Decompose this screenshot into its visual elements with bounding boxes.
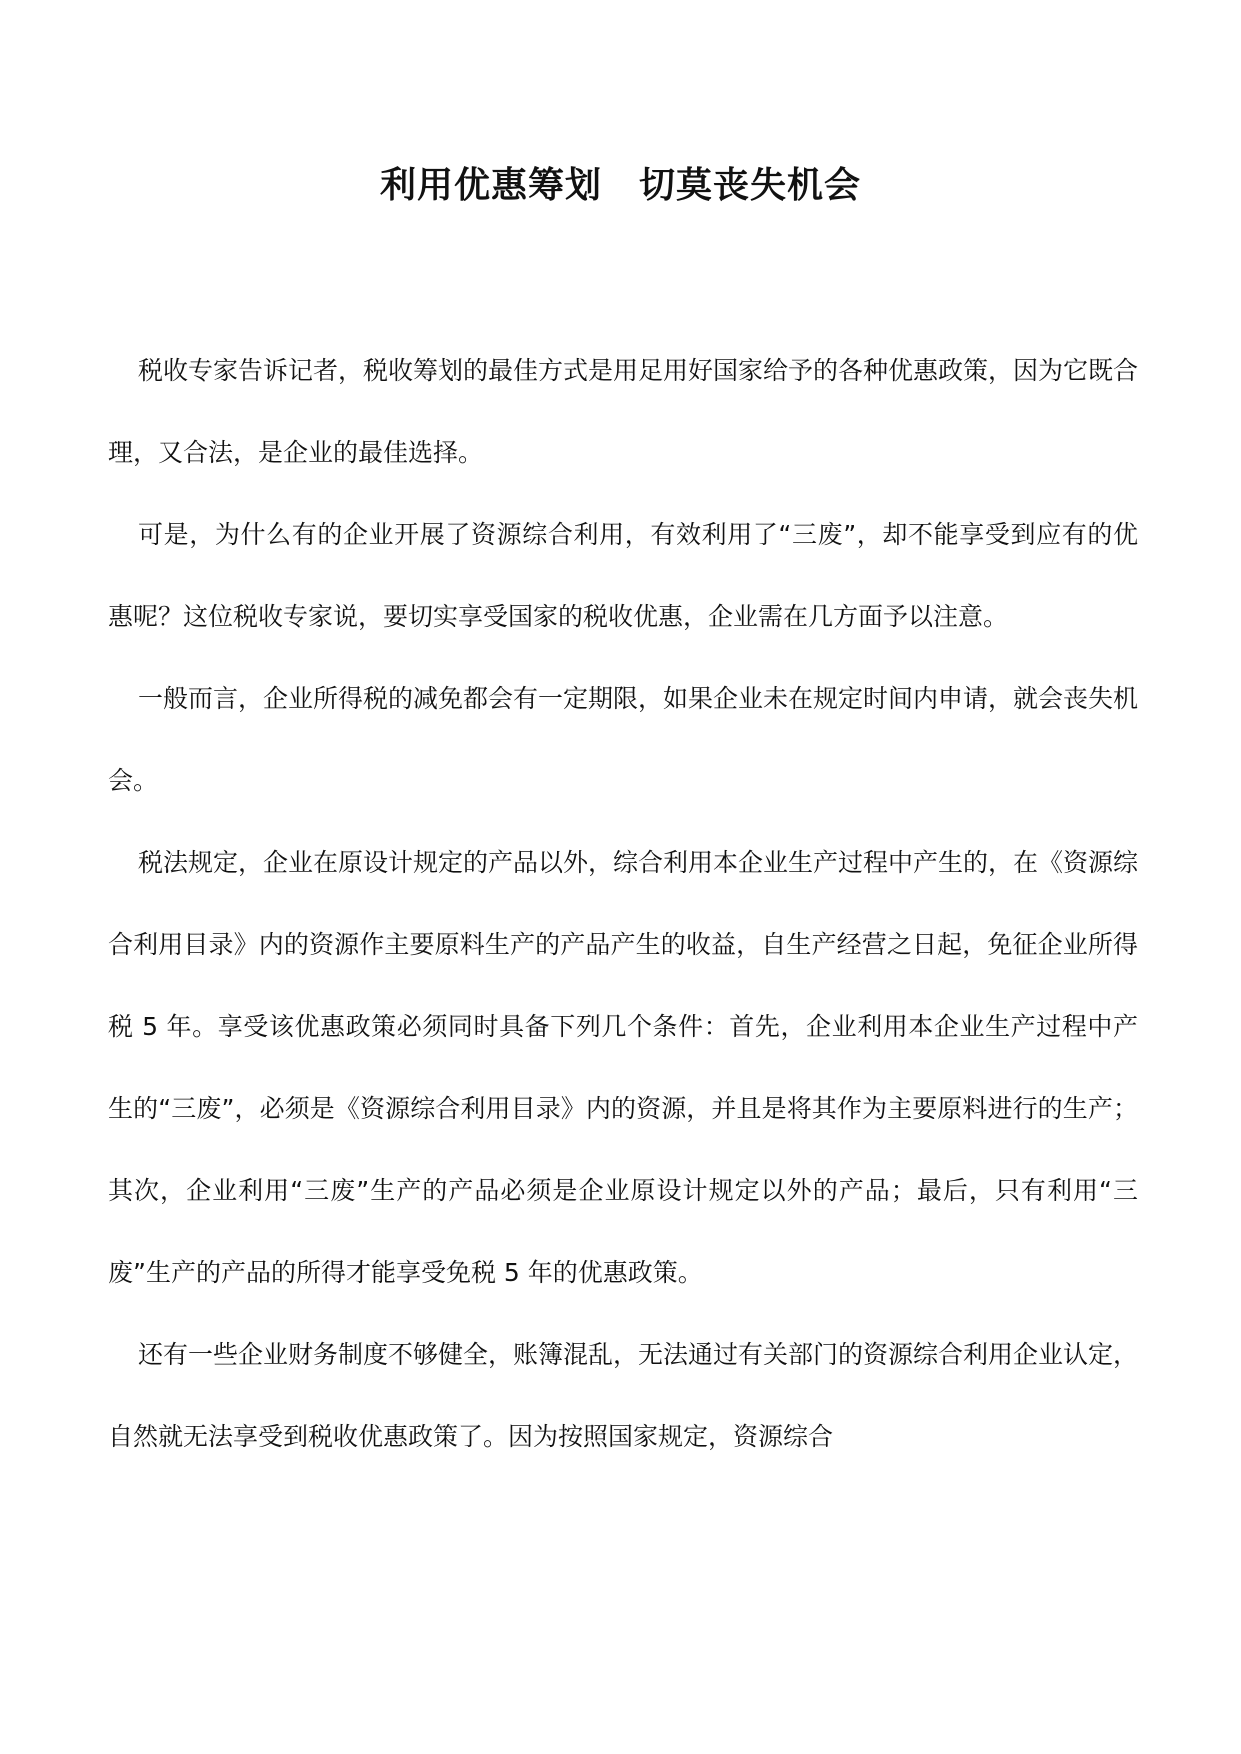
- paragraph-2: 可是，为什么有的企业开展了资源综合利用，有效利用了“三废”，却不能享受到应有的优惠呢？这位税收专家说，要切实享受国家的税收优惠，企业需在几方面予以注意。: [108, 520, 1138, 631]
- document-body: [108, 330, 1138, 1478]
- paragraph-4: 税法规定，企业在原设计规定的产品以外，综合利用本企业生产过程中产生的，在《资源综合利用目录》内的资源作主要原料生产的产品产生的收益，自生产经营之日起，免征企业所得税 5 年。享受该优惠政策必须同时具备下列几个条件：首先，企业利用本企业生产过程中产生的“三废”，必须是《资源综合利用目录》内的资源，并且是将其作为主要原料进行的生产；其次，企业利用“三废”生产的产品必须是企业原设计规定以外的产品；最后，只有利用“三废”生产的产品的所得才能享受免税 5 年的优惠政策。: [108, 848, 1139, 1287]
- paragraph-5: 还有一些企业财务制度不够健全，账簿混乱，无法通过有关部门的资源综合利用企业认定，自然就无法享受到税收优惠政策了。因为按照国家规定，资源综合: [108, 1340, 1139, 1451]
- document-title: 利用优惠筹划 切莫丧失机会: [379, 165, 861, 206]
- paragraph-3: 一般而言，企业所得税的减免都会有一定期限，如果企业未在规定时间内申请，就会丧失机会。: [108, 684, 1139, 795]
- paragraph-1: 税收专家告诉记者，税收筹划的最佳方式是用足用好国家给予的各种优惠政策，因为它既合理，又合法，是企业的最佳选择。: [108, 356, 1139, 467]
